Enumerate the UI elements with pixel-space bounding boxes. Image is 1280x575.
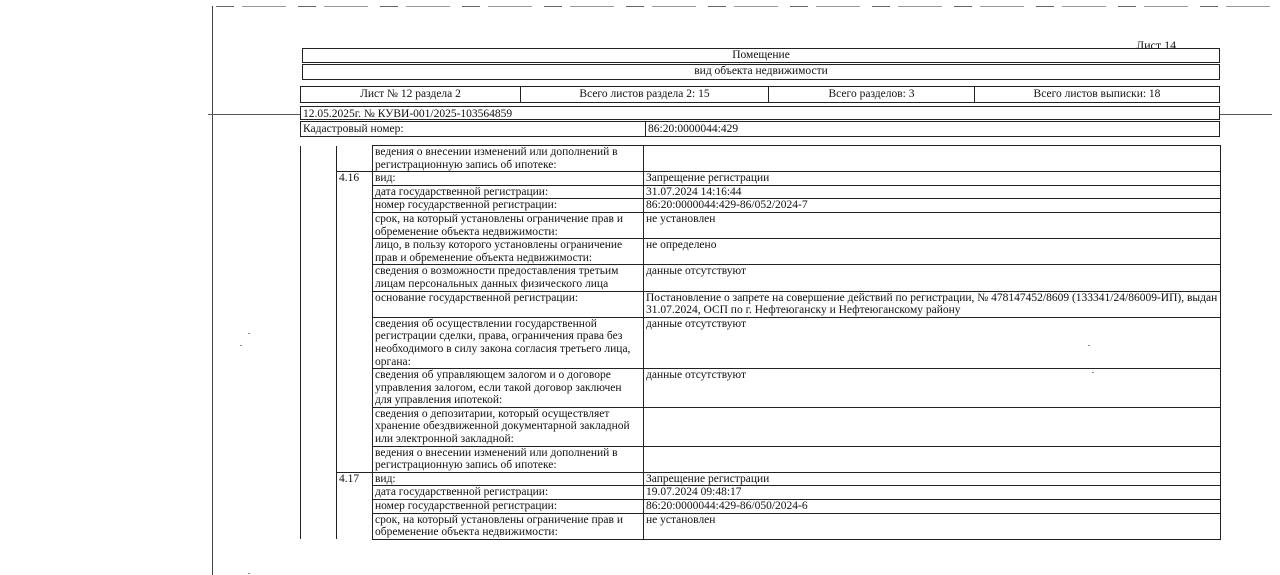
scan-speck xyxy=(248,573,250,574)
margin-cell xyxy=(301,172,337,186)
object-type: вид объекта недвижимости xyxy=(302,64,1220,80)
object-title: Помещение xyxy=(302,48,1220,63)
field-label: сведения об осуществлении государственной регистрации сделки, права, ограничения права без необходимого в силу закона согласия третьего лица, органа: xyxy=(373,317,644,368)
section-sheet: Лист № 12 раздела 2 xyxy=(360,88,461,100)
field-value: 19.07.2024 09:48:17 xyxy=(644,486,1221,500)
cadastral-value: 86:20:0000044:429 xyxy=(648,123,739,135)
field-label: срок, на который установлены ограничение прав и обременение объекта недвижимости: xyxy=(373,212,644,238)
section-total: Всего листов раздела 2: 15 xyxy=(520,87,768,102)
field-label: ведения о внесении изменений или дополнений в регистрационную запись об ипотеке: xyxy=(373,146,644,172)
record-number xyxy=(337,486,373,500)
cadastral-row xyxy=(300,121,1220,137)
record-number xyxy=(337,185,373,199)
field-value xyxy=(644,146,1221,172)
margin-cell xyxy=(301,500,337,514)
scan-speck xyxy=(248,333,250,334)
document-reference: 12.05.2025г. № КУВИ-001/2025-103564859 xyxy=(300,106,1220,120)
field-value: 86:20:0000044:429-86/050/2024-6 xyxy=(644,500,1221,514)
field-label: лицо, в пользу которого установлены ограничение прав и обременение объекта недвижимости: xyxy=(373,239,644,265)
field-value: данные отсутствуют xyxy=(644,265,1221,291)
field-label: дата государственной регистрации: xyxy=(373,486,644,500)
cadastral-label: Кадастровый номер: xyxy=(301,122,646,136)
table-row xyxy=(301,446,1221,472)
record-number xyxy=(337,500,373,514)
extract-total: Всего листов выписки: 18 xyxy=(974,87,1219,102)
field-label: основание государственной регистрации: xyxy=(373,291,644,317)
margin-cell xyxy=(301,199,337,213)
scan-line-right xyxy=(1220,114,1272,115)
record-number xyxy=(337,513,373,539)
record-number xyxy=(337,407,373,446)
margin-cell xyxy=(301,265,337,291)
field-value: 86:20:0000044:429-86/052/2024-7 xyxy=(644,199,1221,213)
table-row xyxy=(301,513,1221,539)
field-value: Постановление о запрете на совершение действий по регистрации, № 478147452/8609 (133341/24/86009-ИП), выдан 31.07.2024, ОСП по г. Нефтеюганску и Нефтеюганскому району xyxy=(644,291,1221,317)
record-number xyxy=(337,317,373,368)
record-number xyxy=(337,146,373,172)
margin-cell xyxy=(301,185,337,199)
field-value: не определено xyxy=(644,239,1221,265)
margin-cell xyxy=(301,486,337,500)
record-number: 4.16 xyxy=(337,172,373,186)
margin-cell xyxy=(301,472,337,486)
table-row xyxy=(301,185,1221,199)
field-label: ведения о внесении изменений или дополнений в регистрационную запись об ипотеке: xyxy=(373,446,644,472)
record-number: 4.17 xyxy=(337,472,373,486)
record-number xyxy=(337,369,373,408)
margin-cell xyxy=(301,291,337,317)
field-value: данные отсутствуют xyxy=(644,317,1221,368)
margin-cell xyxy=(301,239,337,265)
table-row xyxy=(301,172,1221,186)
record-number xyxy=(337,265,373,291)
table-row xyxy=(301,146,1221,172)
scan-page-edge xyxy=(212,6,213,575)
margin-cell xyxy=(301,212,337,238)
field-value: 31.07.2024 14:16:44 xyxy=(644,185,1221,199)
table-row xyxy=(301,265,1221,291)
field-label: сведения об управляющем залогом и о договоре управления залогом, если такой договор заключен для управления ипотекой: xyxy=(373,369,644,408)
field-value xyxy=(644,407,1221,446)
table-row xyxy=(301,500,1221,514)
record-number xyxy=(337,291,373,317)
record-number xyxy=(337,212,373,238)
table-row xyxy=(301,407,1221,446)
table-row xyxy=(301,317,1221,368)
field-value: Запрещение регистрации xyxy=(644,172,1221,186)
field-label: вид: xyxy=(373,172,644,186)
table-row xyxy=(301,486,1221,500)
field-label: дата государственной регистрации: xyxy=(373,185,644,199)
margin-cell xyxy=(301,446,337,472)
sheet-number: Лист 14 xyxy=(1136,38,1177,52)
sheet-info-row xyxy=(300,86,1220,103)
sections-total: Всего разделов: 3 xyxy=(768,87,974,102)
table-row xyxy=(301,472,1221,486)
record-number xyxy=(337,239,373,265)
field-value: не установлен xyxy=(644,513,1221,539)
table-row xyxy=(301,199,1221,213)
scan-line-left xyxy=(208,114,300,115)
table-row xyxy=(301,369,1221,408)
table-row xyxy=(301,239,1221,265)
record-number xyxy=(337,199,373,213)
field-value: Запрещение регистрации xyxy=(644,472,1221,486)
margin-cell xyxy=(301,146,337,172)
field-label: номер государственной регистрации: xyxy=(373,500,644,514)
scan-speck xyxy=(240,345,242,346)
field-label: номер государственной регистрации: xyxy=(373,199,644,213)
encumbrance-table xyxy=(300,145,1221,540)
field-label: сведения о депозитарии, который осуществляет хранение обездвиженной документарной закладной или электронной закладной: xyxy=(373,407,644,446)
field-value: не установлен xyxy=(644,212,1221,238)
margin-cell xyxy=(301,407,337,446)
field-label: сведения о возможности предоставления третьим лицам персональных данных физического лица xyxy=(373,265,644,291)
margin-cell xyxy=(301,513,337,539)
margin-cell xyxy=(301,369,337,408)
field-label: срок, на который установлены ограничение прав и обременение объекта недвижимости: xyxy=(373,513,644,539)
field-value: данные отсутствуют xyxy=(644,369,1221,408)
table-row xyxy=(301,291,1221,317)
table-row xyxy=(301,212,1221,238)
field-value xyxy=(644,446,1221,472)
field-label: вид: xyxy=(373,472,644,486)
scan-top-edge xyxy=(216,6,1276,7)
record-number xyxy=(337,446,373,472)
margin-cell xyxy=(301,317,337,368)
